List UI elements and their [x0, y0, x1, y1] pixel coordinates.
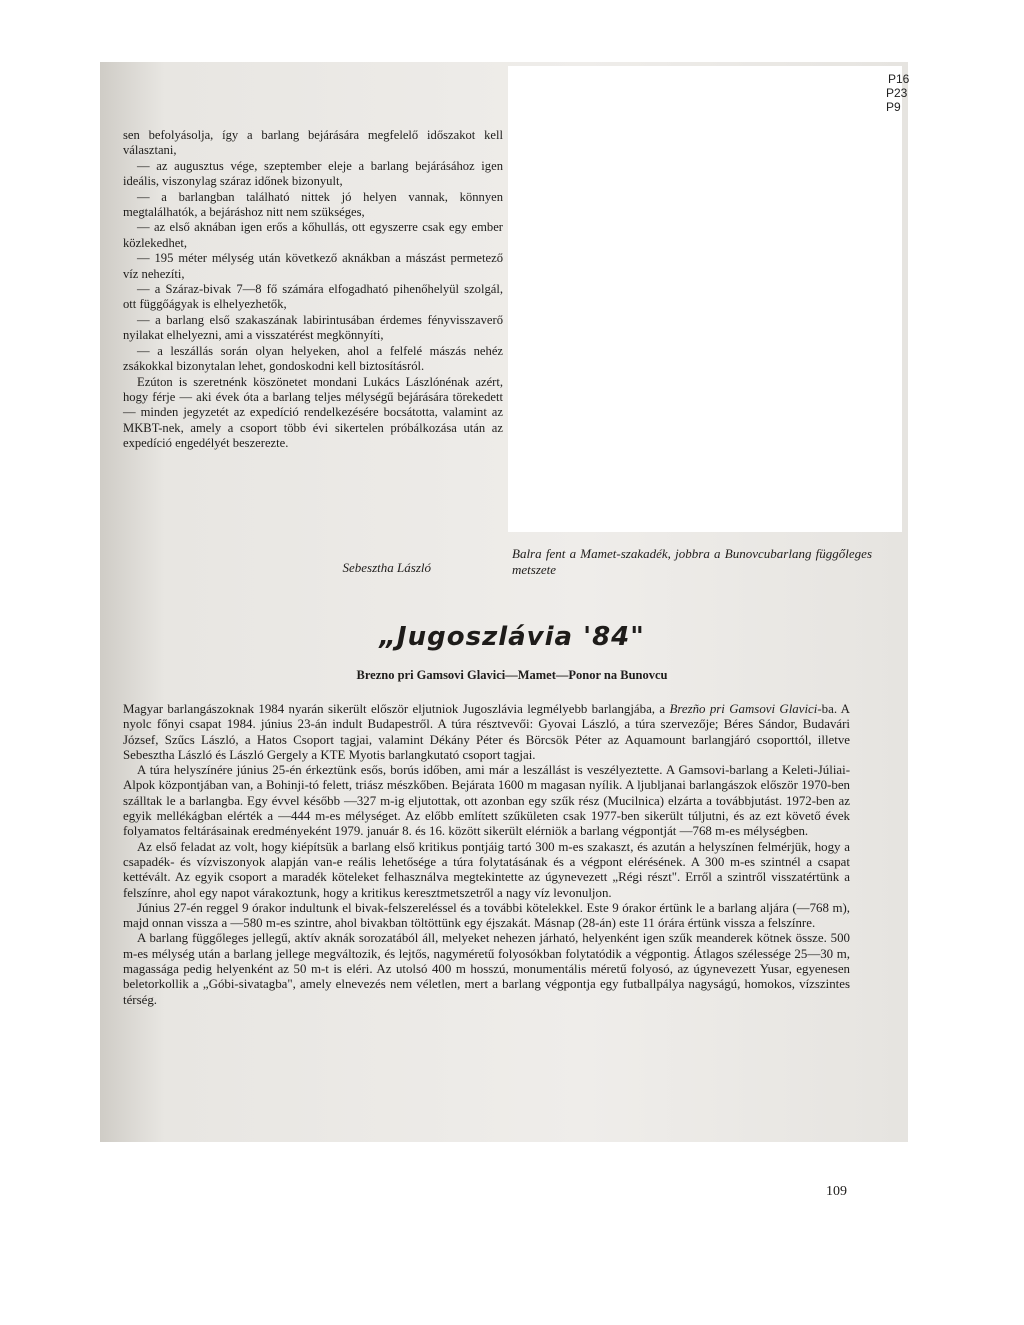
left-paragraph: sen befolyásolja, így a barlang bejárására megfelelő időszakot kell választani, [123, 128, 503, 158]
body-paragraph: Az első feladat az volt, hogy kiépítsük a barlang első kritikus pontjáig tartó 300 m-es szakaszt, és azután a helyszínen felmérjük, hogy a csapadék- és vízviszonyok alapján van-e reális lehetősége a túra folytatásának és a végpont elérésének. A 300 m-es szintnél a csapat kettévált. Az egyik csoport a maradék köteleket felhasználva megtekintette az úgynevezett „Régi részt". Erről a szintről visszatértünk a felszínre, ahol egy napot várakoztunk, hogy a kritikus keresztmetszetről a nagy víz levonuljon. [123, 839, 850, 900]
figure-placeholder [508, 66, 902, 532]
left-paragraph: — a leszállás során olyan helyeken, ahol a felfelé mászás nehéz zsákokkal bizonytalan lehet, gondoskodni kell biztosításról. [123, 343, 503, 374]
cave-name: Brezño pri Gamsovi Glavici [669, 702, 818, 716]
body-paragraph [123, 702, 850, 763]
article-title: „Jugoszlávia '84" [379, 622, 645, 652]
left-paragraph: — a Száraz-bivak 7—8 fő számára elfogadható pihenőhelyül szolgál, ott függőágyak is elhelyezhetők, [123, 282, 503, 312]
article-body [123, 702, 850, 1008]
figure-caption: Balra fent a Mamet-szakadék, jobbra a Bunovcubarlang függőleges metszete [512, 546, 872, 577]
body-text-run: Magyar barlangászoknak 1984 nyarán sikerült először eljutniok Jugoszlávia legmélyebb barlangjába, a [123, 702, 670, 716]
author-signature: Sebesztha László [342, 560, 431, 575]
left-paragraph: — 195 méter mélység után következő aknákban a mászást permetező víz nehezíti, [123, 251, 503, 281]
left-paragraph: — a barlangban található nittek jó helyen vannak, könnyen megtalálhatók, a bejáráshoz nitt nem szükséges, [123, 189, 503, 220]
left-paragraph: Ezúton is szeretnénk köszönetet mondani Lukács Lászlónénak azért, hogy férje — aki évek óta a barlang teljes mélységű bejárására törekedett — minden jegyzetét az expedíció rendelkezésére bocsátotta, valamint az MKBT-nek, amely a csoport több évi sikertelen próbálkozása után az expedíció engedélyét beszerezte. [123, 374, 503, 451]
left-paragraph: — a barlang első szakaszának labirintusában érdemes fényvisszaverő nyilakat elhelyezni, ami a visszatérést megkönnyíti, [123, 312, 503, 343]
margin-labels [870, 72, 930, 114]
left-paragraph: — az első aknában igen erős a kőhullás, ott egyszerre csak egy ember közlekedhet, [123, 220, 503, 250]
left-column-text [123, 128, 503, 452]
left-paragraph: — az augusztus vége, szeptember eleje a barlang bejárásához igen ideális, viszonylag száraz időnek bizonyult, [123, 158, 503, 189]
margin-label: P23 [886, 86, 908, 100]
body-text-run: -ba. A nyolc főnyi csapat 1984. június 23-án indult Budapestről. A túra résztvevői: Gyovai László, a túra szervezője; Béres Sándor, Budavári József, Szűcs László, a Hatos Csoport tagjai, valamint Dékány Péter és Börcsök Péter az Aquamount barlangjáró csoporttól, illetve Sebesztha László és László Gergely a KTE Myotis barlangkutató csoport tagjai. [123, 702, 850, 762]
margin-label: P9 [886, 100, 901, 114]
body-paragraph: A barlang függőleges jellegű, aktív aknák sorozatából áll, melyeket nehezen járható, helyenként igen szűk meanderek kötnek össze. 500 m-es mélység után a barlang jellege megváltozik, és lejtős, nagyméretű folyosókban folytatódik a végpontig. Átlagos szélessége 25—30 m, magassága pedig helyenként az 50 m-t is eléri. Az utolsó 400 m hosszú, monumentális méretű folyosó, az úgynevezett Yusar, egyenesen beletorkollik a „Góbi-sivatagba", amely elnevezés nem véletlen, mert a barlang végpontja egy futballpálya nagyságú, homokos, vízszintes térség. [123, 931, 850, 1007]
article-subtitle: Brezno pri Gamsovi Glavici—Mamet—Ponor na Bunovcu [356, 668, 668, 682]
page-number: 109 [826, 1184, 847, 1199]
body-paragraph: Június 27-én reggel 9 órakor indultunk el bivak-felszereléssel és a további kötelekkel. Este 9 órakor értünk le a barlang aljára (—768 m), majd onnan vissza a —580 m-es szintre, ahol bivakban töltöttünk egy éjszakát. Másnap (28-án) este 11 órára értünk vissza a felszínre. [123, 900, 850, 931]
body-paragraph: A túra helyszínére június 25-én érkeztünk esős, borús időben, ami már a leszállást is veszélyeztette. A Gamsovi-barlang a Keleti-Júliai-Alpok központjában van, a Bohinji-tó felett, triász mészkőben. Bejárata 1600 m magasan nyílik. A ljubljanai barlangászok először 1970-ben szálltak le a barlangba. Egy évvel később —327 m-ig eljutottak, ott azonban egy szűk rész (Mucilnica) elzárta a továbbjutást. 1972-ben az egyik mellékágban elérték a —444 m-es mélységet. Az előbb említett szűkületen csak 1977-ben sikerült túljutni, és az ezt követő évek folyamatos feltárásainak eredményeként 1979. január 8. és 16. között sikerült elérniök a barlang végpontját —768 m-es mélységben. [123, 763, 850, 839]
margin-label: P16 [888, 72, 910, 86]
